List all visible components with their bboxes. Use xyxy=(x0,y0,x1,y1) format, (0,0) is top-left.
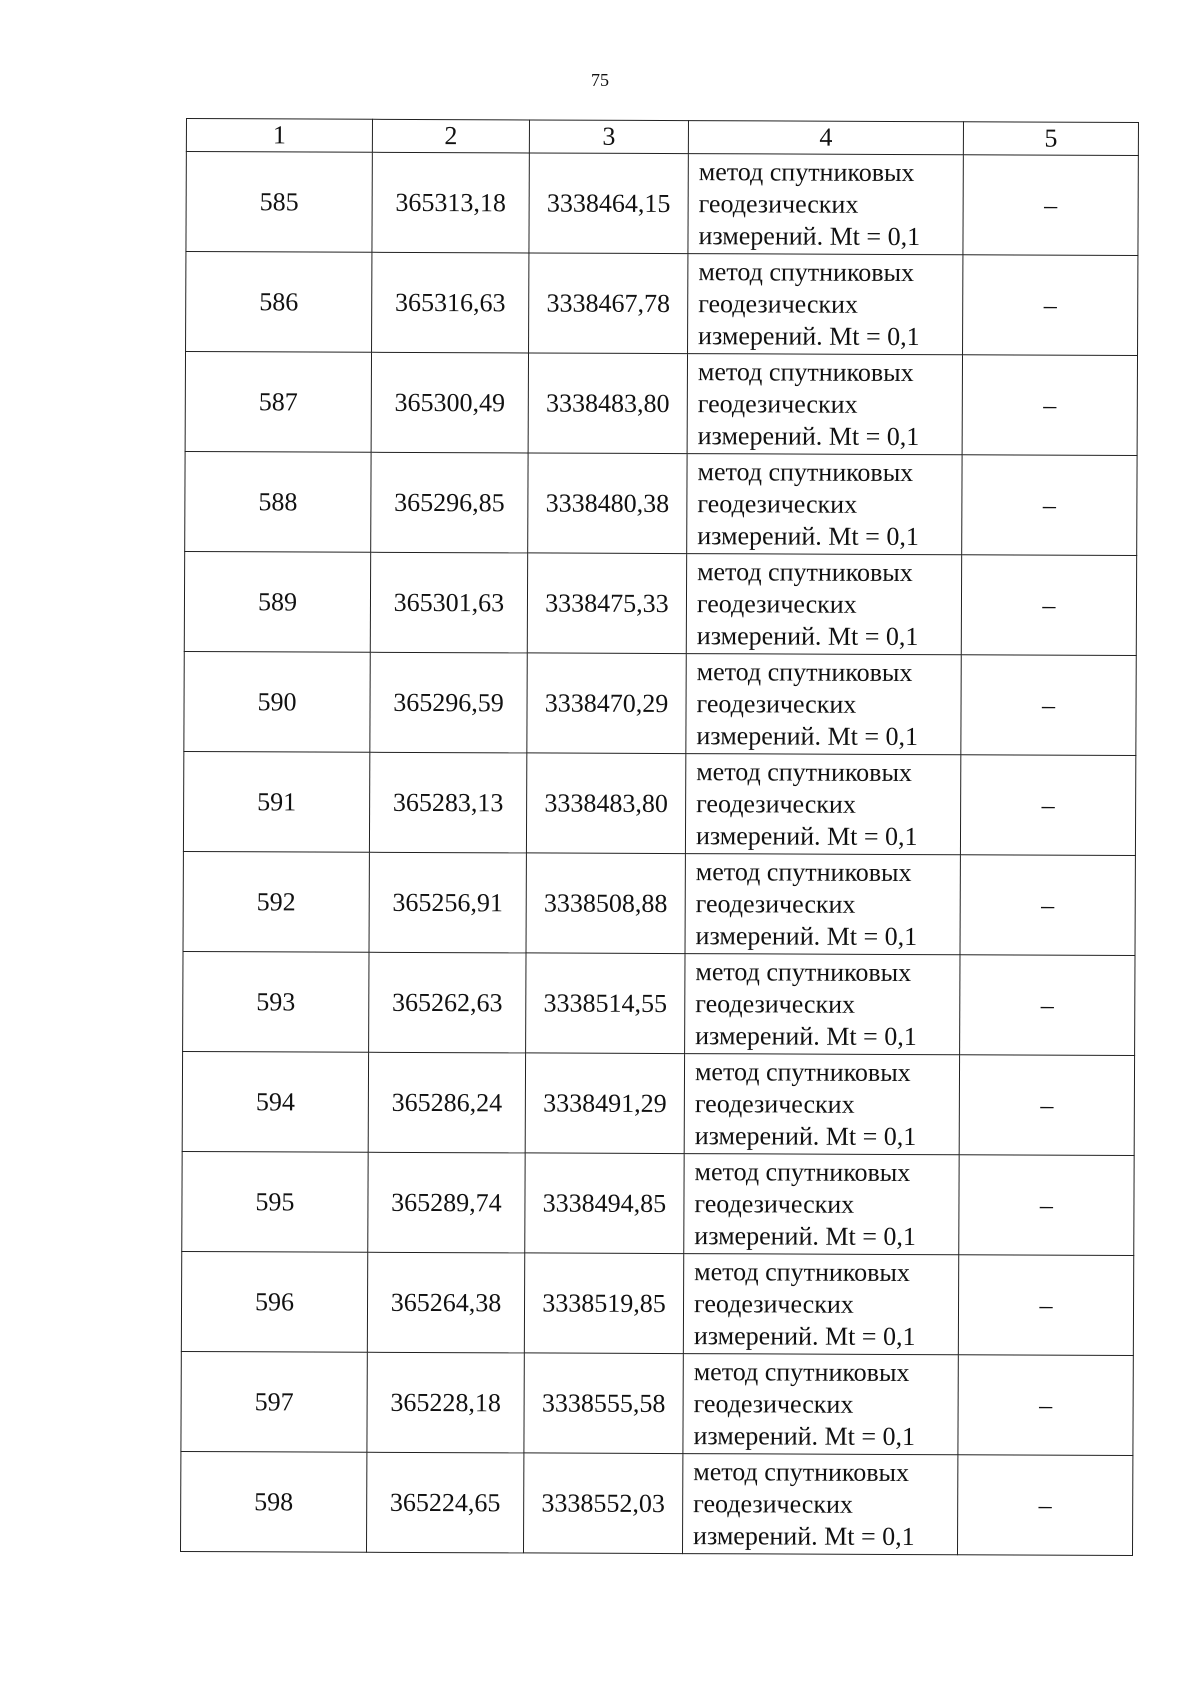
y-coordinate-cell: 3338514,55 xyxy=(526,953,685,1054)
method-cell xyxy=(683,1254,958,1355)
method-cell xyxy=(688,154,963,255)
method-line: измерений. Mt = 0,1 xyxy=(694,1220,916,1251)
method-cell xyxy=(685,954,960,1055)
method-cell xyxy=(682,1454,957,1555)
method-cell xyxy=(684,1154,959,1255)
method-line: измерений. Mt = 0,1 xyxy=(693,1320,916,1351)
table-row xyxy=(186,252,1138,356)
point-number-cell: 586 xyxy=(186,252,372,353)
note-cell: – xyxy=(960,855,1135,956)
page-number: 75 xyxy=(591,70,609,90)
point-number-cell: 589 xyxy=(184,551,370,652)
note-cell: – xyxy=(958,1255,1133,1356)
method-line: метод спутниковых xyxy=(697,556,913,587)
x-coordinate-cell: 365283,13 xyxy=(369,752,526,853)
method-cell xyxy=(687,354,962,455)
y-coordinate-cell: 3338494,85 xyxy=(525,1153,684,1254)
method-line: измерений. Mt = 0,1 xyxy=(697,420,920,451)
x-coordinate-cell: 365313,18 xyxy=(372,152,529,253)
y-coordinate-cell: 3338491,29 xyxy=(525,1053,684,1154)
y-coordinate-cell: 3338470,29 xyxy=(527,653,686,754)
point-number-cell: 592 xyxy=(183,851,369,952)
method-line: метод спутниковых xyxy=(694,1156,911,1187)
note-cell: – xyxy=(962,455,1137,556)
table-body xyxy=(180,152,1138,1556)
x-coordinate-cell: 365262,63 xyxy=(369,952,526,1053)
y-coordinate-cell: 3338519,85 xyxy=(524,1253,683,1354)
method-line: геодезических xyxy=(693,1288,854,1319)
method-line: метод спутниковых xyxy=(697,356,914,387)
table-row xyxy=(181,1351,1133,1455)
method-line: метод спутниковых xyxy=(698,256,915,287)
note-cell: – xyxy=(960,955,1135,1056)
method-cell xyxy=(684,1054,959,1155)
method-line: измерений. Mt = 0,1 xyxy=(698,220,921,251)
x-coordinate-cell: 365286,24 xyxy=(368,1052,525,1153)
point-number-cell: 587 xyxy=(185,352,371,453)
y-coordinate-cell: 3338508,88 xyxy=(526,853,685,954)
point-number-cell: 594 xyxy=(182,1051,368,1152)
table-row xyxy=(183,951,1135,1055)
method-line: геодезических xyxy=(694,1188,855,1219)
table-row xyxy=(183,751,1135,855)
table-row xyxy=(183,851,1135,955)
method-line: геодезических xyxy=(694,1088,855,1119)
method-line: геодезических xyxy=(697,488,858,519)
table-row xyxy=(186,152,1138,256)
y-coordinate-cell: 3338467,78 xyxy=(529,253,688,354)
x-coordinate-cell: 365301,63 xyxy=(370,552,527,653)
note-cell: – xyxy=(961,655,1136,756)
method-line: метод спутниковых xyxy=(696,756,913,787)
method-line: геодезических xyxy=(693,1488,853,1519)
method-line: измерений. Mt = 0,1 xyxy=(696,620,919,651)
point-number-cell: 596 xyxy=(181,1251,367,1352)
method-line: измерений. Mt = 0,1 xyxy=(695,920,918,951)
note-cell: – xyxy=(961,555,1136,656)
note-cell: – xyxy=(958,1355,1133,1456)
method-line: геодезических xyxy=(698,188,859,219)
method-cell xyxy=(686,554,961,655)
column-header: 4 xyxy=(688,121,963,155)
method-line: метод спутниковых xyxy=(693,1456,910,1487)
table-row xyxy=(185,451,1137,555)
x-coordinate-cell: 365264,38 xyxy=(367,1252,524,1353)
note-cell: – xyxy=(959,1155,1134,1256)
note-cell: – xyxy=(959,1055,1134,1156)
table-row xyxy=(182,1051,1134,1155)
method-line: геодезических xyxy=(696,788,856,819)
table-row xyxy=(182,1151,1134,1255)
method-cell xyxy=(685,854,960,955)
method-line: измерений. Mt = 0,1 xyxy=(695,1020,917,1051)
table-row xyxy=(184,651,1136,755)
method-cell xyxy=(688,254,963,355)
x-coordinate-cell: 365256,91 xyxy=(369,852,526,953)
point-number-cell: 598 xyxy=(180,1451,366,1552)
table-row xyxy=(181,1251,1133,1355)
method-line: метод спутниковых xyxy=(697,456,914,487)
method-line: метод спутниковых xyxy=(695,856,912,887)
note-cell: – xyxy=(962,355,1137,456)
method-line: измерений. Mt = 0,1 xyxy=(694,1120,917,1151)
method-line: измерений. Mt = 0,1 xyxy=(696,720,919,751)
x-coordinate-cell: 365224,65 xyxy=(366,1452,523,1553)
y-coordinate-cell: 3338483,80 xyxy=(526,753,685,854)
column-header: 1 xyxy=(186,119,372,153)
method-line: метод спутниковых xyxy=(693,1356,910,1387)
y-coordinate-cell: 3338555,58 xyxy=(524,1353,683,1454)
y-coordinate-cell: 3338483,80 xyxy=(528,353,687,454)
note-cell: – xyxy=(957,1455,1132,1556)
method-line: измерений. Mt = 0,1 xyxy=(697,520,919,551)
x-coordinate-cell: 365289,74 xyxy=(368,1152,525,1253)
x-coordinate-cell: 365296,85 xyxy=(371,452,528,553)
x-coordinate-cell: 365316,63 xyxy=(372,252,529,353)
point-number-cell: 597 xyxy=(181,1351,367,1452)
point-number-cell: 591 xyxy=(183,751,369,852)
point-number-cell: 588 xyxy=(185,451,371,552)
method-cell xyxy=(686,654,961,755)
column-header: 5 xyxy=(963,122,1138,156)
table-header-row xyxy=(186,119,1138,156)
method-line: метод спутниковых xyxy=(695,956,912,987)
method-cell xyxy=(687,454,962,555)
column-header: 3 xyxy=(529,120,688,154)
method-line: геодезических xyxy=(695,988,856,1019)
column-header: 2 xyxy=(372,119,529,153)
method-cell xyxy=(685,754,960,855)
note-cell: – xyxy=(963,155,1138,256)
method-line: геодезических xyxy=(696,588,857,619)
method-line: геодезических xyxy=(698,288,859,319)
y-coordinate-cell: 3338464,15 xyxy=(529,153,688,254)
y-coordinate-cell: 3338552,03 xyxy=(523,1453,682,1554)
y-coordinate-cell: 3338475,33 xyxy=(527,553,686,654)
method-line: измерений. Mt = 0,1 xyxy=(693,1420,916,1451)
method-line: геодезических xyxy=(696,688,857,719)
x-coordinate-cell: 365228,18 xyxy=(367,1352,524,1453)
method-line: метод спутниковых xyxy=(696,656,913,687)
x-coordinate-cell: 365300,49 xyxy=(371,352,528,453)
method-line: геодезических xyxy=(693,1388,854,1419)
table-row xyxy=(185,352,1137,456)
method-line: геодезических xyxy=(695,888,856,919)
note-cell: – xyxy=(963,255,1138,356)
table-row xyxy=(184,551,1136,655)
note-cell: – xyxy=(960,755,1135,856)
method-line: измерений. Mt = 0,1 xyxy=(698,320,920,351)
coordinates-table xyxy=(180,118,1139,1556)
method-line: измерений. Mt = 0,1 xyxy=(693,1520,915,1551)
method-cell xyxy=(683,1354,958,1455)
method-line: метод спутниковых xyxy=(694,1256,910,1287)
point-number-cell: 595 xyxy=(182,1151,368,1252)
method-line: геодезических xyxy=(697,388,858,419)
point-number-cell: 585 xyxy=(186,152,372,253)
table-row xyxy=(180,1451,1132,1555)
y-coordinate-cell: 3338480,38 xyxy=(528,453,687,554)
point-number-cell: 593 xyxy=(183,951,369,1052)
method-line: метод спутниковых xyxy=(698,156,915,187)
method-line: измерений. Mt = 0,1 xyxy=(695,820,918,851)
method-line: метод спутниковых xyxy=(694,1056,911,1087)
point-number-cell: 590 xyxy=(184,651,370,752)
x-coordinate-cell: 365296,59 xyxy=(370,652,527,753)
